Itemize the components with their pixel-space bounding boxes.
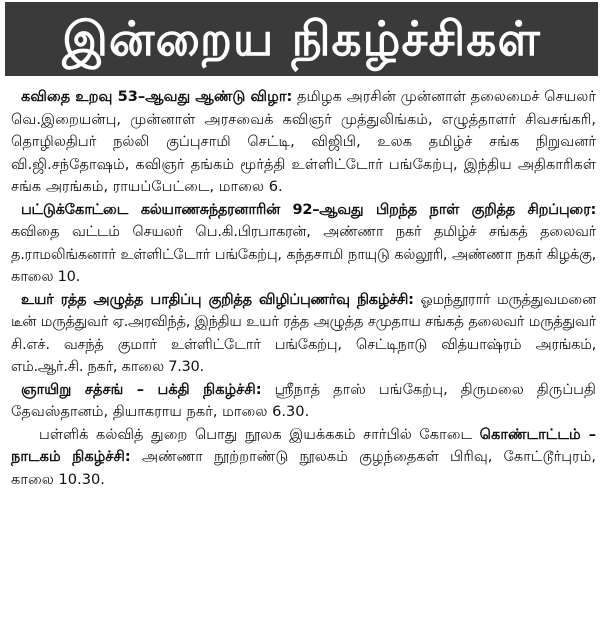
event-item bbox=[11, 289, 596, 379]
header-banner bbox=[5, 2, 598, 76]
event-details: ஓமந்தூரார் மருத்துவமனை டீன் மருத்துவர் ஏ.அரவிந்த், இந்திய உயர் ரத்த அழுத்த சமுதாய சங்கத் தலைவர் மருத்துவர் சி.எச். வசந்த் குமார் உள்ளிட்டோர் பங்கேற்பு, செட்டிநாடு வித்யாஷ்ரம் அரங்கம், எம்.ஆர்.சி. நகர், காலை 7.30. bbox=[11, 290, 597, 375]
event-heading: ஞாயிறு சத்சங் – பக்தி நிகழ்ச்சி: bbox=[21, 380, 262, 398]
event-details: கவிதை வட்டம் செயலர் பெ.கி.பிரபாகரன், அண்ணா நகர் தமிழ்ச் சங்கத் தலைவர் த.ராமலிங்கனார் உள்ளிட்டோர் பங்கேற்பு, கந்தசாமி நாயுடு கல்லூரி, அண்ணா நகர் கிழக்கு, காலை 10. bbox=[11, 223, 596, 285]
event-details: தமிழக அரசின் முன்னாள் தலைமைச் செயலர் வெ.இறையன்பு, முன்னாள் அரசவைக் கவிஞர் முத்துலிங்கம், எழுத்தாளர் சிவசங்கரி, தொழிலதிபர் நல்லி குப்புசாமி செட்டி, விஜிபி, உலக தமிழ்ச் சங்க நிறுவனர் வி.ஜி.சந்தோஷம், கவிஞர் தங்கம் மூர்த்தி உள்ளிட்டோர் பங்கேற்பு, இந்திய அதிகாரிகள் சங்க அரங்கம், ராயப்பேட்டை, மாலை 6. bbox=[11, 88, 596, 195]
event-heading: பட்டுக்கோட்டை கல்யாணசுந்தரனாரின் 92–ஆவது பிறந்த நாள் குறித்த சிறப்புரை: bbox=[21, 200, 596, 218]
event-lead: பள்ளிக் கல்வித் துறை பொது நூலக இயக்ககம் சார்பில் கோடை bbox=[39, 425, 480, 443]
event-item bbox=[11, 199, 596, 289]
event-heading: கொண்டாட்டம் – நாடகம் நிகழ்ச்சி: bbox=[11, 425, 596, 465]
event-item bbox=[11, 424, 596, 492]
event-item bbox=[11, 86, 596, 199]
event-list bbox=[11, 86, 596, 491]
event-details: அண்ணா நூற்றாண்டு நூலகம் குழந்தைகள் பிரிவு, கோட்டூர்புரம், காலை 10.30. bbox=[11, 448, 596, 488]
event-heading: கவிதை உறவு 53–ஆவது ஆண்டு விழா: bbox=[21, 88, 293, 105]
event-details: ஸ்ரீநாத் தாஸ் பங்கேற்பு, திருமலை திருப்பதி தேவஸ்தானம், தியாகராய நகர், மாலை 6.30. bbox=[11, 380, 597, 420]
event-heading: உயர் ரத்த அழுத்த பாதிப்பு குறித்த விழிப்புணர்வு நிகழ்ச்சி: bbox=[21, 290, 414, 308]
event-item bbox=[11, 379, 596, 424]
page-title: இன்றைய நிகழ்ச்சிகள் bbox=[62, 11, 541, 67]
